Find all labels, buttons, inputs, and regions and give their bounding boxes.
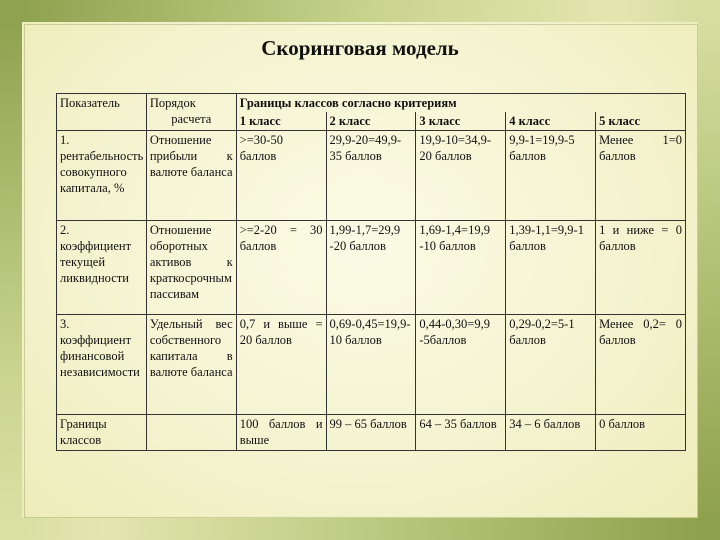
- row-3-class-3: 0,44-0,30=9,9 -5баллов: [416, 315, 506, 415]
- row-2-class-1: >=2-20 = 30 баллов: [236, 221, 326, 315]
- row-2-class-4: 1,39-1,1=9,9-1 баллов: [506, 221, 596, 315]
- header-class-5: 5 класс: [596, 112, 686, 131]
- header-method-line2: расчета: [171, 112, 212, 126]
- scoring-table: [56, 93, 686, 451]
- row-3-indicator: 3. коэффициент финансовой независимости: [57, 315, 147, 415]
- table-row: [57, 415, 686, 451]
- row-1-class-1: >=30-50 баллов: [236, 131, 326, 221]
- header-method-line1: Порядок: [149, 96, 196, 110]
- row-1-class-5: Менее 1=0 баллов: [596, 131, 686, 221]
- row-4-method: [146, 415, 236, 451]
- row-2-indicator: 2. коэффициент текущей ликвидности: [57, 221, 147, 315]
- row-3-method: Удельный вес собственного капитала в валюте баланса: [146, 315, 236, 415]
- table-header-row: [57, 94, 686, 113]
- row-4-class-3: 64 – 35 баллов: [416, 415, 506, 451]
- row-1-class-4: 9,9-1=19,9-5 баллов: [506, 131, 596, 221]
- row-4-class-4: 34 – 6 баллов: [506, 415, 596, 451]
- row-3-class-4: 0,29-0,2=5-1 баллов: [506, 315, 596, 415]
- row-1-class-3: 19,9-10=34,9-20 баллов: [416, 131, 506, 221]
- row-2-class-3: 1,69-1,4=19,9 -10 баллов: [416, 221, 506, 315]
- row-1-indicator: 1. рентабельность совокупного капитала, %: [57, 131, 147, 221]
- row-2-class-5: 1 и ниже = 0 баллов: [596, 221, 686, 315]
- row-1-method: Отношение прибыли к валюте баланса: [146, 131, 236, 221]
- row-4-class-5: 0 баллов: [596, 415, 686, 451]
- row-4-class-2: 99 – 65 баллов: [326, 415, 416, 451]
- header-class-2: 2 класс: [326, 112, 416, 131]
- row-3-class-2: 0,69-0,45=19,9-10 баллов: [326, 315, 416, 415]
- table-row: [57, 221, 686, 315]
- page-title: Скоринговая модель: [261, 36, 459, 60]
- header-class-3: 3 класс: [416, 112, 506, 131]
- row-4-indicator: Границы классов: [57, 415, 147, 451]
- header-criteria: Границы классов согласно критериям: [236, 94, 685, 113]
- header-method: [146, 94, 236, 131]
- row-1-class-2: 29,9-20=49,9-35 баллов: [326, 131, 416, 221]
- header-class-4: 4 класс: [506, 112, 596, 131]
- header-class-1: 1 класс: [236, 112, 326, 131]
- header-indicator: Показатель: [57, 94, 147, 131]
- row-4-class-1: 100 баллов и выше: [236, 415, 326, 451]
- table-row: [57, 315, 686, 415]
- row-2-class-2: 1,99-1,7=29,9 -20 баллов: [326, 221, 416, 315]
- table-row: [57, 131, 686, 221]
- row-3-class-1: 0,7 и выше = 20 баллов: [236, 315, 326, 415]
- row-3-class-5: Менее 0,2= 0 баллов: [596, 315, 686, 415]
- row-2-method: Отношение оборотных активов к краткосрочным пассивам: [146, 221, 236, 315]
